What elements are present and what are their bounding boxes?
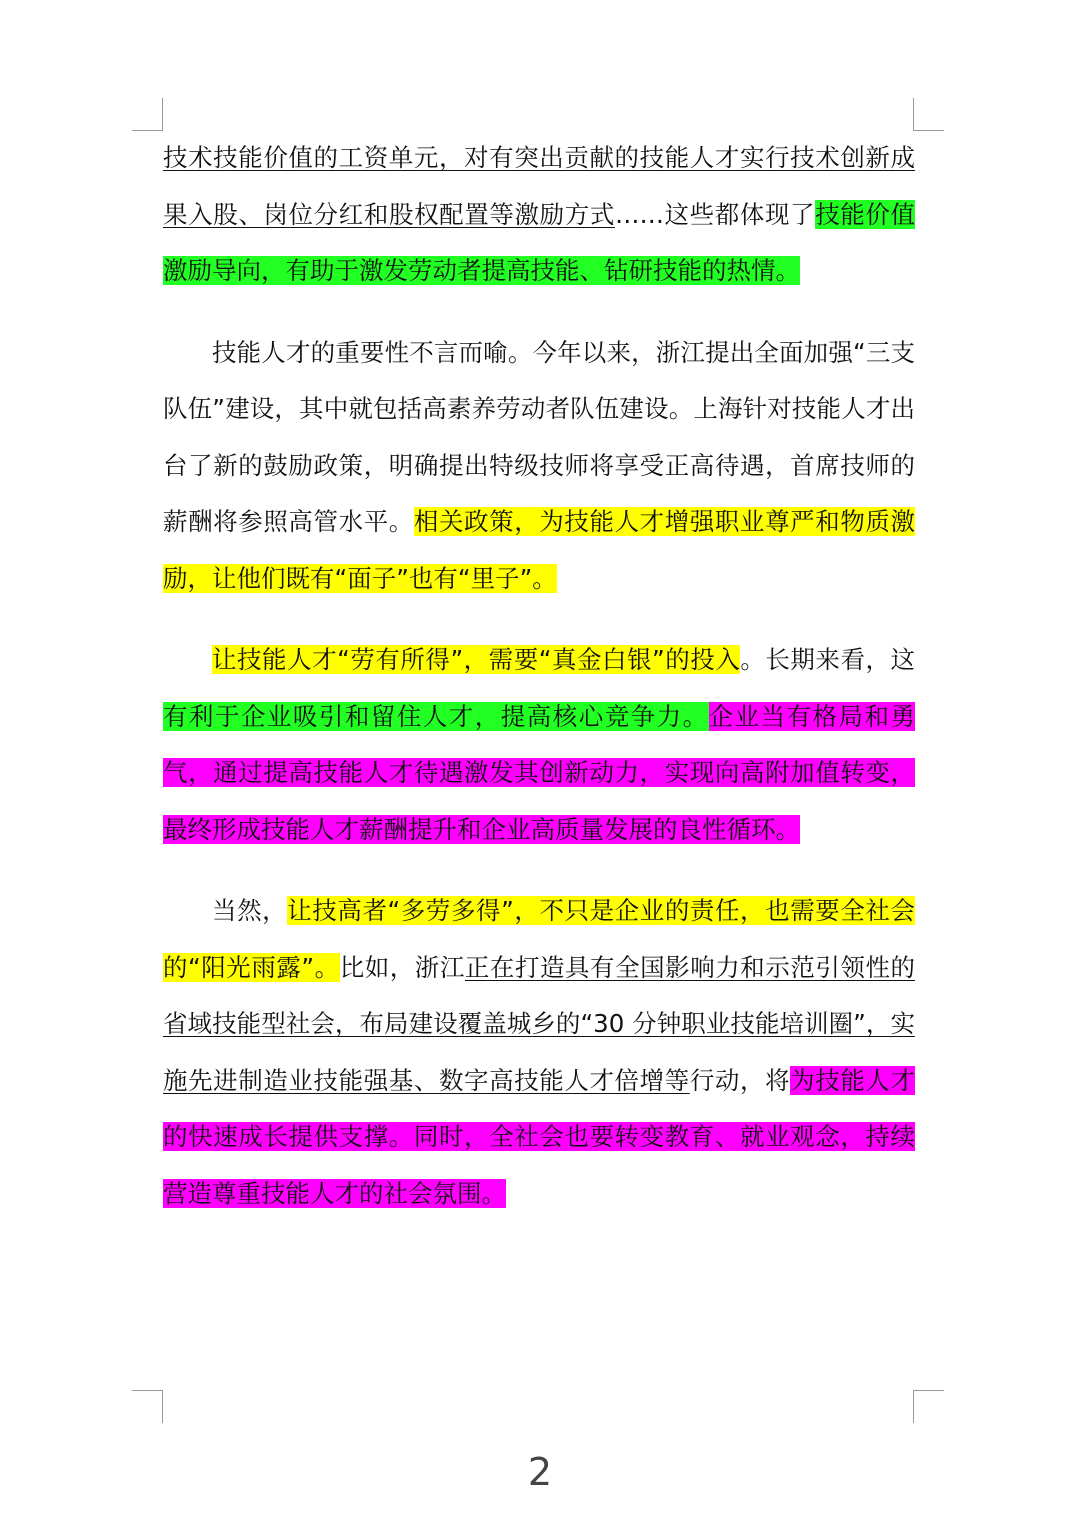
text: 技能人才的重要性不言而喻。今年以来，浙江提出全面加强“三支队伍”建设，其中就包括高素养劳动者队伍建设。上海针对技能人才出台了新的鼓励政策，明确提出特级技师将享受正高待遇，首席技师的薪酬将参照高管水平。 — [163, 337, 915, 536]
crop-mark-top-right — [913, 98, 944, 131]
crop-mark-bottom-left — [132, 1390, 163, 1423]
paragraph-1 — [163, 130, 915, 300]
underlined-text: 技术技能价值的工资单元，对有突出贡献的技能人才实行技术创新成果入股、岗位分红和股权配置等激励方式 — [163, 143, 915, 229]
text: 。长期来看，这 — [740, 645, 915, 674]
crop-mark-top-left — [132, 98, 163, 131]
yellow-highlight: 让技能人才“劳有所得”，需要“真金白银”的投入 — [212, 645, 741, 674]
paragraph-3 — [163, 632, 915, 858]
crop-mark-bottom-right — [913, 1390, 944, 1423]
text: ……这些都体现了 — [614, 199, 816, 229]
yellow-highlight: 相关政策，为技能人才增强职业尊严和物质激励，让他们既有“面子”也有“里子”。 — [163, 507, 916, 593]
green-highlight: 有利于企业吸引和留住人才，提高核心竞争力。 — [163, 701, 709, 731]
green-highlight: 技能价值激励导向，有助于激发劳动者提高技能、钻研技能的热情。 — [163, 199, 916, 285]
paragraph-2 — [163, 325, 915, 608]
magenta-highlight: 企业当有格局和勇气，通过提高技能人才待遇激发其创新动力，实现向高附加值转变，最终形成技能人才薪酬提升和企业高质量发展的良性循环。 — [163, 701, 915, 844]
underlined-text: 正在打造具有全国影响力和示范引领性的省域技能型社会，布局建设覆盖城乡的“30 分钟职业技能培训圈”，实施先进制造业技能强基、数字高技能人才倍增等 — [163, 952, 916, 1095]
page-number: 2 — [527, 1450, 553, 1494]
paragraph-4 — [163, 883, 915, 1222]
yellow-highlight: 让技高者“多劳多得”，不只是企业的责任，也需要全社会的“阳光雨露”。 — [163, 896, 916, 982]
text: 比如，浙江 — [339, 952, 465, 982]
text: 当然， — [212, 896, 288, 925]
document-body — [163, 130, 915, 1222]
text: 行动，将 — [689, 1065, 791, 1095]
magenta-highlight: 为技能人才的快速成长提供支撑。同时，全社会也要转变教育、就业观念，持续营造尊重技能人才的社会氛围。 — [163, 1065, 916, 1208]
